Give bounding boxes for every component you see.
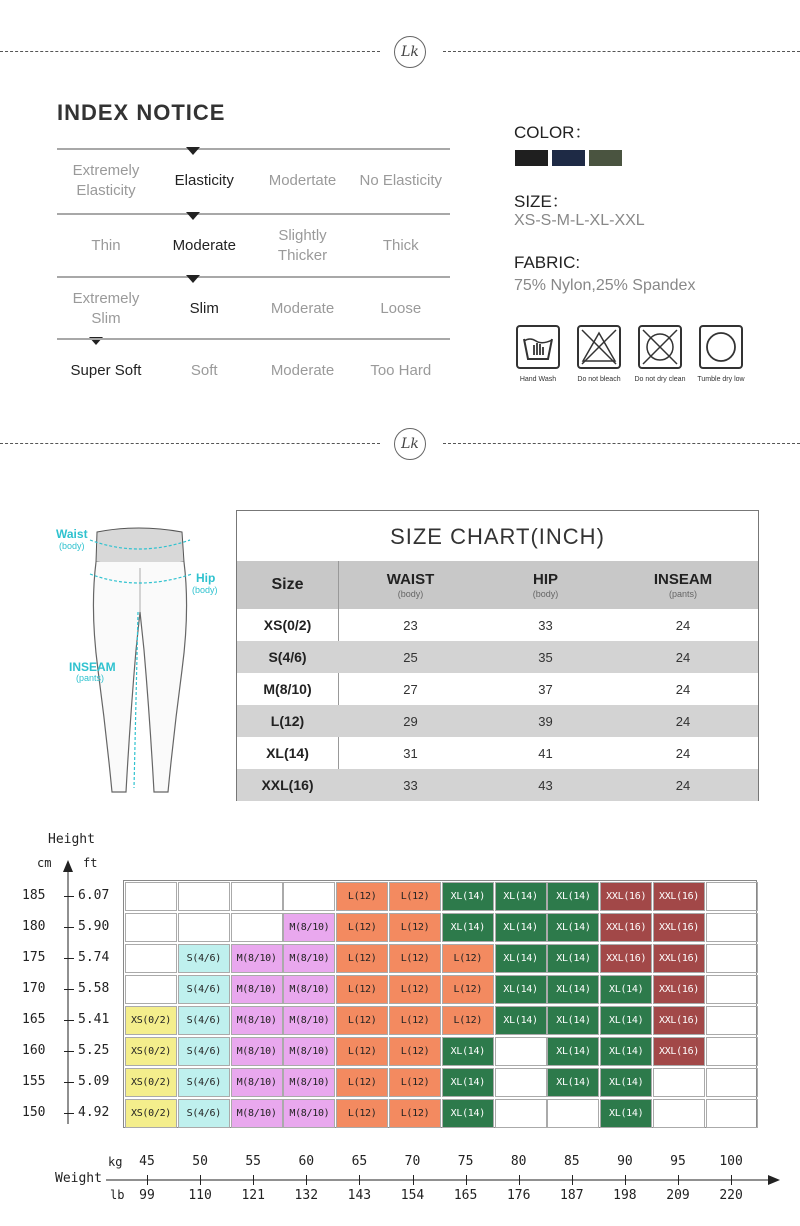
fit-grid-cell: S(4/6)	[178, 1068, 230, 1097]
fit-grid-cell: XL(14)	[547, 882, 599, 911]
index-selection-marker	[186, 147, 200, 155]
measurement-value: 23	[403, 617, 418, 633]
fit-grid-cell: L(12)	[389, 944, 441, 973]
header-size-text: Size	[271, 576, 304, 593]
height-axis-label: Height	[48, 832, 95, 847]
measurement-value: 31	[403, 745, 418, 761]
weight-tick	[678, 1175, 679, 1185]
tumble-dry-low-icon	[699, 325, 743, 369]
weight-tick	[413, 1175, 414, 1185]
fit-grid-cell: XXL(16)	[600, 882, 652, 911]
fit-grid-cell: L(12)	[442, 944, 494, 973]
index-bottom-line	[57, 338, 450, 340]
fit-grid-cell	[653, 1099, 705, 1128]
size-value-cell	[338, 609, 483, 641]
weight-tick	[625, 1175, 626, 1185]
weight-tick	[519, 1175, 520, 1185]
divider-line-left	[0, 443, 380, 444]
header-waist	[338, 561, 483, 609]
fit-grid-cell: XXL(16)	[653, 975, 705, 1004]
measurement-value: 35	[538, 649, 553, 665]
index-cell: Thick	[382, 237, 419, 254]
fit-grid-cell: XL(14)	[495, 1006, 547, 1035]
brand-logo: Lk	[394, 428, 426, 460]
header-size	[237, 561, 338, 609]
fit-grid	[123, 880, 757, 1128]
weight-kg-label: 45	[139, 1154, 155, 1169]
index-cell: Elasticity	[174, 172, 234, 189]
inseam-label: INSEAM	[69, 660, 116, 674]
size-name-cell	[237, 769, 338, 801]
fit-grid-cell: XL(14)	[600, 1099, 652, 1128]
size-value: XS-S-M-L-XL-XXL	[514, 212, 645, 229]
fit-grid-cell: XL(14)	[547, 1037, 599, 1066]
header-inseam-text: INSEAM	[653, 571, 713, 588]
measurement-value: 24	[675, 777, 691, 793]
fit-grid-cell: XL(14)	[547, 975, 599, 1004]
fit-grid-cell: XS(0/2)	[125, 1037, 177, 1066]
size-chart-row	[237, 641, 758, 673]
waist-sub-label: (body)	[59, 541, 85, 551]
fit-grid-cell: XL(14)	[495, 882, 547, 911]
weight-kg-label: 80	[510, 1154, 527, 1169]
index-cell: Extremely Elasticity	[72, 162, 140, 199]
brand-logo: Lk	[394, 36, 426, 68]
fit-grid-cell: XXL(16)	[653, 882, 705, 911]
weight-kg-label: 100	[719, 1154, 743, 1169]
weight-lb-label: 99	[139, 1188, 155, 1203]
fit-grid-cell: S(4/6)	[178, 944, 230, 973]
fit-grid-cell: L(12)	[389, 1068, 441, 1097]
fit-grid-cell: L(12)	[336, 975, 388, 1004]
height-cm-label: 170	[22, 981, 46, 996]
fit-grid-cell	[706, 944, 758, 973]
size-value-cell	[483, 769, 608, 801]
weight-lb-label: 209	[666, 1188, 690, 1203]
header-hip	[483, 561, 608, 609]
fit-grid-cell: XL(14)	[600, 1037, 652, 1066]
weight-kg-label: 75	[457, 1154, 474, 1169]
index-selection-marker	[186, 212, 200, 220]
measurement-value: 24	[675, 745, 691, 761]
fit-grid-cell: XL(14)	[442, 913, 494, 942]
index-cell: Modertate	[268, 172, 337, 189]
fit-grid-cell: L(12)	[336, 1068, 388, 1097]
fit-grid-cell: XL(14)	[600, 1068, 652, 1097]
measurement-value: 25	[403, 649, 418, 665]
measurement-value: 27	[403, 681, 418, 697]
size-value-cell	[483, 641, 608, 673]
fit-grid-cell	[706, 1068, 758, 1097]
lb-unit-label: lb	[110, 1188, 125, 1202]
fit-grid-cell	[495, 1037, 547, 1066]
index-cell: Soft	[190, 362, 218, 379]
size-value-cell	[608, 609, 758, 641]
measurement-value: 24	[675, 681, 691, 697]
weight-lb-label: 198	[613, 1188, 637, 1203]
fit-grid-cell: XL(14)	[495, 913, 547, 942]
size-name: XS(0/2)	[263, 617, 312, 633]
fit-grid-cell	[178, 882, 230, 911]
fit-grid-cell: L(12)	[389, 975, 441, 1004]
measurement-value: 39	[538, 713, 553, 729]
top-divider	[0, 36, 800, 66]
fabric-label: FABRIC:	[514, 253, 581, 272]
divider-line-right	[443, 51, 800, 52]
fit-grid-cell: L(12)	[336, 1037, 388, 1066]
size-chart-row	[237, 673, 758, 705]
fit-grid-cell	[706, 1006, 758, 1035]
color-label: COLOR：	[514, 123, 592, 142]
height-tick	[64, 1020, 74, 1021]
header-inseam	[608, 561, 758, 609]
weight-kg-label: 60	[298, 1154, 315, 1169]
index-cell: Too Hard	[370, 362, 432, 379]
size-chart-row	[237, 609, 758, 641]
fit-grid-cell	[125, 975, 177, 1004]
size-value-cell	[608, 737, 758, 769]
fit-grid-cell: XS(0/2)	[125, 1099, 177, 1128]
color-swatch-black	[515, 150, 548, 166]
size-name: XL(14)	[266, 745, 309, 761]
fit-grid-cell	[706, 1037, 758, 1066]
size-value-cell	[483, 673, 608, 705]
height-tick	[64, 1082, 74, 1083]
index-cell: Super Soft	[70, 362, 142, 379]
fit-grid-cell: M(8/10)	[231, 975, 283, 1004]
fit-grid-cell	[653, 1068, 705, 1097]
measurement-value: 33	[538, 617, 553, 633]
weight-axis-arrow	[106, 1173, 782, 1187]
weight-lb-label: 187	[560, 1188, 584, 1203]
size-value-cell	[483, 737, 608, 769]
fit-grid-cell: L(12)	[389, 913, 441, 942]
care-label-tumble-dry-low: Tumble dry low	[697, 376, 745, 383]
height-cm-label: 175	[22, 950, 46, 965]
size-name-cell	[237, 737, 338, 769]
size-name-cell	[237, 609, 338, 641]
fit-grid-cell	[547, 1099, 599, 1128]
header-hip-text: HIP	[532, 571, 558, 588]
height-tick	[64, 1051, 74, 1052]
size-name: M(8/10)	[263, 681, 312, 697]
middle-divider	[0, 428, 800, 458]
weight-lb-label: 220	[719, 1188, 743, 1203]
fit-grid-cell: L(12)	[389, 1006, 441, 1035]
size-value-cell	[608, 705, 758, 737]
height-ft-label: 5.74	[78, 950, 110, 965]
fit-grid-cell: M(8/10)	[231, 1037, 283, 1066]
weight-lb-label: 132	[294, 1188, 319, 1203]
hip-sub-label: (body)	[192, 585, 218, 595]
size-value-cell	[338, 641, 483, 673]
fit-grid-cell: XL(14)	[600, 1006, 652, 1035]
fabric-value: 75% Nylon,25% Spandex	[514, 277, 696, 294]
fit-grid-cell: M(8/10)	[231, 1006, 283, 1035]
size-label: SIZE：	[514, 192, 569, 211]
size-name: S(4/6)	[268, 649, 307, 665]
size-name-cell	[237, 673, 338, 705]
fit-grid-cell: XL(14)	[442, 1068, 494, 1097]
measurement-value: 43	[538, 777, 553, 793]
height-axis-arrow	[62, 858, 74, 1128]
fit-grid-cell: L(12)	[336, 913, 388, 942]
height-cm-label: 185	[22, 888, 46, 903]
fit-grid-cell: M(8/10)	[283, 1006, 335, 1035]
weight-kg-label: 85	[563, 1154, 580, 1169]
fit-grid-cell: L(12)	[389, 882, 441, 911]
weight-kg-label: 90	[617, 1154, 633, 1169]
fit-grid-cell: M(8/10)	[283, 1037, 335, 1066]
weight-tick	[306, 1175, 307, 1185]
index-row	[57, 213, 450, 275]
size-chart-row	[237, 705, 758, 737]
fit-grid-cell	[495, 1068, 547, 1097]
size-chart-row	[237, 769, 758, 801]
weight-axis-label: Weight	[55, 1171, 102, 1186]
measurement-value: 41	[538, 745, 553, 761]
fit-grid-cell: M(8/10)	[283, 1099, 335, 1128]
color-swatch-navy	[552, 150, 585, 166]
waist-label: Waist	[56, 527, 88, 541]
height-tick	[64, 989, 74, 990]
header-waist-sub: (body)	[397, 589, 424, 599]
height-ft-label: 6.07	[78, 888, 110, 903]
fit-grid-cell: XL(14)	[600, 975, 652, 1004]
measurement-value: 24	[675, 713, 691, 729]
weight-kg-label: 50	[192, 1154, 208, 1169]
care-label-hand-wash: Hand Wash	[519, 376, 557, 383]
weight-tick	[200, 1175, 201, 1185]
fit-grid-cell: XL(14)	[547, 1006, 599, 1035]
fit-grid-cell: L(12)	[336, 944, 388, 973]
size-value-cell	[608, 769, 758, 801]
fit-grid-cell: M(8/10)	[231, 944, 283, 973]
fit-grid-cell: XL(14)	[547, 1068, 599, 1097]
size-name: L(12)	[270, 713, 305, 729]
size-chart-row	[237, 737, 758, 769]
size-value-cell	[338, 769, 483, 801]
care-label-do-not-bleach: Do not bleach	[577, 376, 621, 383]
measurement-value: 24	[675, 617, 691, 633]
index-row	[57, 276, 450, 338]
height-ft-label: 4.92	[78, 1105, 110, 1120]
size-value-cell	[483, 609, 608, 641]
care-label-do-not-dry-clean: Do not dry clean	[634, 376, 686, 383]
fit-grid-cell: XXL(16)	[653, 944, 705, 973]
index-row-line	[57, 276, 450, 278]
fit-grid-cell: M(8/10)	[231, 1068, 283, 1097]
weight-kg-label: 95	[670, 1154, 686, 1169]
index-cell: No Elasticity	[359, 172, 443, 189]
fit-grid-cell: L(12)	[336, 1006, 388, 1035]
fit-grid-cell: L(12)	[336, 882, 388, 911]
fit-grid-cell	[495, 1099, 547, 1128]
fit-grid-cell: XXL(16)	[600, 913, 652, 942]
fit-grid-cell	[231, 882, 283, 911]
fit-grid-cell: M(8/10)	[283, 975, 335, 1004]
size-value-cell	[483, 705, 608, 737]
index-cell: Thin	[91, 237, 121, 254]
fit-grid-cell	[706, 975, 758, 1004]
height-tick	[64, 958, 74, 959]
measurement-value: 29	[403, 713, 418, 729]
header-waist-text: WAIST	[386, 571, 435, 588]
weight-lb-label: 154	[400, 1188, 425, 1203]
fit-grid-cell: XS(0/2)	[125, 1006, 177, 1035]
fit-grid-cell: XL(14)	[442, 1037, 494, 1066]
size-value-cell	[338, 737, 483, 769]
do-not-dry-clean-icon	[638, 325, 682, 369]
height-tick	[64, 896, 74, 897]
fit-grid-cell: M(8/10)	[283, 944, 335, 973]
fit-grid-cell	[706, 882, 758, 911]
weight-tick	[147, 1175, 148, 1185]
fit-grid-cell: XS(0/2)	[125, 1068, 177, 1097]
fit-grid-cell	[125, 913, 177, 942]
index-selection-marker	[186, 275, 200, 283]
weight-tick	[253, 1175, 254, 1185]
height-ft-label: 5.90	[78, 919, 110, 934]
weight-lb-label: 110	[188, 1188, 212, 1203]
weight-kg-label: 65	[351, 1154, 368, 1169]
fit-grid-cell: L(12)	[336, 1099, 388, 1128]
cm-unit-label: cm	[37, 856, 52, 870]
divider-line-right	[443, 443, 800, 444]
weight-lb-label: 165	[453, 1188, 478, 1203]
size-name: XXL(16)	[261, 777, 314, 793]
size-value-cell	[338, 705, 483, 737]
hand-wash-icon	[516, 325, 560, 369]
measurement-value: 37	[538, 681, 553, 697]
fit-grid-cell: XL(14)	[442, 1099, 494, 1128]
fit-grid-cell: XXL(16)	[600, 944, 652, 973]
weight-tick	[731, 1175, 732, 1185]
weight-tick	[572, 1175, 573, 1185]
index-row-line	[57, 213, 450, 215]
fit-grid-cell: M(8/10)	[283, 1068, 335, 1097]
measurement-value: 24	[675, 649, 691, 665]
index-cell: Slim	[189, 300, 219, 317]
size-chart	[236, 510, 759, 801]
fit-grid-cell: XL(14)	[442, 882, 494, 911]
do-not-bleach-icon	[577, 325, 621, 369]
height-ft-label: 5.25	[78, 1043, 110, 1058]
fit-grid-cell: M(8/10)	[231, 1099, 283, 1128]
height-ft-label: 5.09	[78, 1074, 110, 1089]
height-cm-label: 180	[22, 919, 46, 934]
divider-line-left	[0, 51, 380, 52]
fit-grid-cell: XXL(16)	[653, 913, 705, 942]
weight-tick	[466, 1175, 467, 1185]
index-row-line	[57, 148, 450, 150]
size-name-cell	[237, 641, 338, 673]
index-notice-title: INDEX NOTICE	[57, 100, 226, 125]
fit-grid-cell	[125, 944, 177, 973]
header-inseam-sub: (pants)	[668, 589, 697, 599]
fit-grid-cell	[125, 882, 177, 911]
fit-grid-cell: M(8/10)	[283, 913, 335, 942]
fit-grid-cell: XL(14)	[495, 944, 547, 973]
measurement-value: 33	[403, 777, 418, 793]
fit-grid-cell: XXL(16)	[653, 1006, 705, 1035]
fit-grid-cell: L(12)	[442, 975, 494, 1004]
height-cm-label: 155	[22, 1074, 46, 1089]
height-cm-label: 160	[22, 1043, 46, 1058]
fit-grid-cell	[283, 882, 335, 911]
fit-grid-cell: S(4/6)	[178, 1037, 230, 1066]
index-row	[57, 148, 450, 210]
fit-grid-cell	[178, 913, 230, 942]
index-row	[57, 338, 450, 400]
height-ft-label: 5.41	[78, 1012, 110, 1027]
weight-lb-label: 143	[347, 1188, 372, 1203]
fit-grid-cell: XL(14)	[547, 944, 599, 973]
fit-grid-cell: S(4/6)	[178, 1099, 230, 1128]
header-hip-sub: (body)	[532, 589, 559, 599]
color-swatch-olive	[589, 150, 622, 166]
fit-grid-cell: L(12)	[442, 1006, 494, 1035]
fit-grid-cell: XL(14)	[495, 975, 547, 1004]
weight-lb-label: 121	[241, 1188, 265, 1203]
size-value-cell	[608, 641, 758, 673]
size-value-cell	[338, 673, 483, 705]
fit-grid-cell: L(12)	[389, 1099, 441, 1128]
fit-grid-cell: L(12)	[389, 1037, 441, 1066]
weight-tick	[359, 1175, 360, 1185]
fit-grid-cell	[706, 1099, 758, 1128]
index-cell: Extremely Slim	[72, 290, 140, 327]
hip-label: Hip	[196, 571, 216, 585]
weight-kg-label: 55	[245, 1154, 262, 1169]
height-cm-label: 165	[22, 1012, 46, 1027]
index-cell: Loose	[380, 300, 422, 317]
weight-lb-label: 176	[506, 1188, 531, 1203]
size-value-cell	[608, 673, 758, 705]
fit-grid-cell	[706, 913, 758, 942]
fit-grid-cell: S(4/6)	[178, 1006, 230, 1035]
inseam-sub-label: (pants)	[76, 673, 105, 683]
fit-grid-cell: S(4/6)	[178, 975, 230, 1004]
size-chart-header	[237, 561, 758, 609]
size-name-cell	[237, 705, 338, 737]
ft-unit-label: ft	[83, 856, 98, 870]
weight-kg-label: 70	[404, 1154, 421, 1169]
size-chart-title: SIZE CHART(INCH)	[390, 524, 605, 549]
fit-grid-cell: XXL(16)	[653, 1037, 705, 1066]
fit-grid-cell: XL(14)	[547, 913, 599, 942]
fit-grid-cell	[231, 913, 283, 942]
index-cell: Moderate	[172, 237, 236, 254]
height-ft-label: 5.58	[78, 981, 110, 996]
index-cell: Moderate	[270, 300, 335, 317]
height-tick	[64, 1113, 74, 1114]
index-cell: Slightly Thicker	[277, 227, 328, 264]
height-cm-label: 150	[22, 1105, 46, 1120]
height-tick	[64, 927, 74, 928]
kg-unit-label: kg	[108, 1155, 123, 1169]
index-cell: Moderate	[270, 362, 335, 379]
